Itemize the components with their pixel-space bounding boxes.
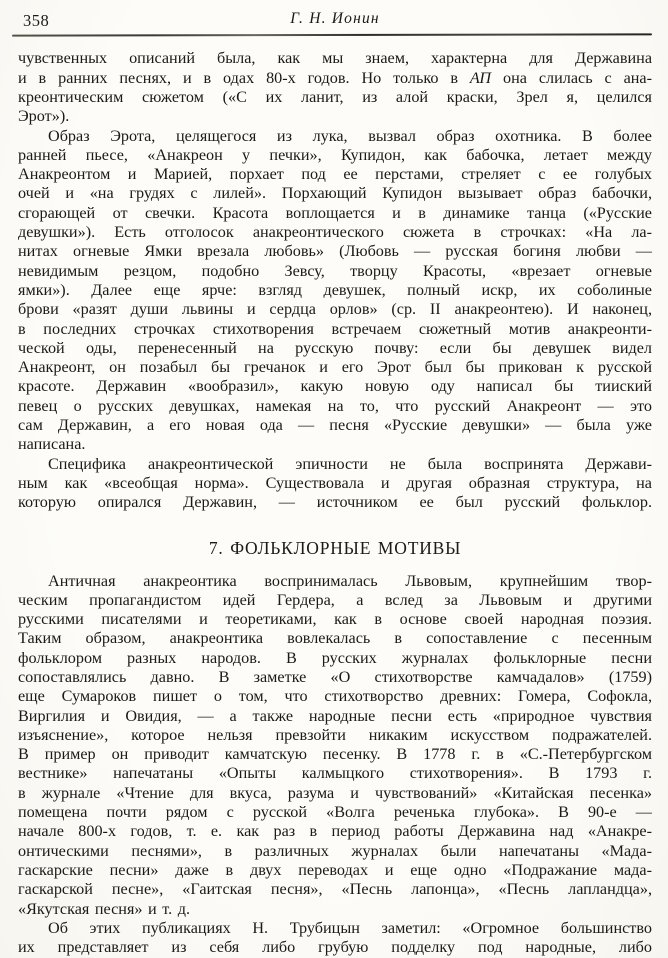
text-line: ческим пропагандистом идей Гердера, а вслед за Львовым и другими: [18, 590, 652, 609]
text-line: ранней пьесе, «Анакреон у печки», Купидон, как бабочка, летает между: [18, 145, 652, 164]
text-line: невидимым резцом, подобно Зевсу, творцу Красоты, «врезает огневые: [18, 261, 652, 280]
text-line: изъяснение», которое нельзя превзойти никаким искусством подражателей.: [18, 725, 652, 744]
text-line: сгорающей от свечки. Красота воплощается и в динамике танца («Русские: [18, 203, 652, 222]
text-line: начале 800-х годов, т. е. как раз в период работы Державина над «Анакре-: [18, 822, 652, 841]
paragraph: [18, 49, 652, 126]
text-line: Образ Эрота, целящегося из лука, вызвал образ охотника. В более: [48, 126, 652, 145]
page-number: 358: [23, 11, 50, 30]
text-line: красоте. Державин «вообразил», какую новую оду написал бы тииский: [18, 377, 652, 396]
paragraph: [18, 455, 652, 513]
text-line: в журнале «Чтение для вкуса, разума и чувствований» «Китайская песенка»: [18, 783, 652, 802]
text-line: ным как «всеобщая норма». Существовала и другая образная структура, на: [18, 473, 652, 492]
paragraph: [18, 572, 652, 919]
text-line: гаскарской песне», «Гаитская песня», «Песнь лапонца», «Песнь лапландца»,: [18, 880, 652, 899]
text-line: нитах огневые Ямки врезала любовь» (Любовь — русская богиня любви —: [18, 242, 652, 261]
text-line: Таким образом, анакреонтика вовлекалась в сопоставление с песенным: [18, 629, 652, 648]
text-block-bottom: [18, 572, 652, 958]
text-line: Виргилия и Овидия, — а также народные песни есть «природное чувствия: [18, 706, 652, 725]
text-line: ямки»). Далее еще ярче: взгляд девушек, полный искр, их соболиные: [18, 280, 652, 299]
text-line: онтическими песнями», в различных журналах были напечатаны «Мада-: [18, 841, 652, 860]
paragraph: [18, 919, 652, 958]
text-line: которую опирался Державин, — источником ее был русский фольклор.: [18, 493, 652, 512]
text-line: Античная анакреонтика воспринималась Львовым, крупнейшим твор-: [48, 571, 652, 590]
text-line: чувственных описаний была, как мы знаем, характерна для Державина: [18, 49, 652, 68]
text-line: Эрот»).: [18, 107, 70, 126]
text-line: девушки»). Есть отголосок анакреонтического сюжета в строчках: «На ла-: [18, 223, 652, 242]
text-line: сопоставлялись давно. В заметке «О стихотворстве камчадалов» (1759): [18, 668, 652, 686]
text-line: еще Сумароков пишет о том, что стихотворство древних: Гомера, Софокла,: [18, 687, 652, 706]
text-line: помещена почти рядом с русской «Волга реченька глубока». В 90-е —: [18, 803, 652, 822]
running-head: Г. Н. Ионин: [290, 10, 380, 27]
text-line: В пример он приводит камчатскую песенку. В 1778 г. в «С.-Петербургском: [18, 745, 652, 764]
text-line: в последних строчках стихотворения встречаем сюжетный мотив анакреонти-: [18, 319, 652, 338]
text-line: вестнике» напечатаны «Опыты калмыцкого стихотворения». В 1793 г.: [18, 764, 652, 783]
header-rule: [12, 33, 652, 37]
text-line: певец о русских девушках, намекая на то, что русский Анакреонт — это: [18, 396, 652, 415]
text-line: Анакреонт, он позабыл бы гречанок и его Эрот был бы прикован к русской: [18, 358, 652, 377]
text-line: сам Державин, а его новая ода — песня «Русские девушки» — была уже: [18, 416, 652, 435]
text-line: написана.: [18, 435, 86, 454]
text-line: брови «разят души львины и сердца орлов» (ср. II анакреонтею). И наконец,: [18, 300, 652, 319]
page-body: [18, 49, 652, 957]
text-line: ческой оды, перенесенный на русскую почву: если бы девушек видел: [18, 338, 652, 357]
text-line: Анакреонтом и Марией, порхает под ее перстами, стреляет с ее голубых: [18, 165, 652, 184]
text-line: креонтическим сюжетом («С их ланит, из алой краски, Зрел я, целился: [18, 87, 652, 106]
text-line: и в ранних песнях, и в одах 80-х годов. Но только в АП она слилась с ана-: [18, 68, 652, 87]
text-line: Специфика анакреонтической эпичности не была воспринята Держави-: [48, 454, 652, 473]
text-line: Об этих публикациях Н. Трубицын заметил: «Огромное большинство: [48, 918, 652, 937]
text-line: гаскарские песни» даже в двух переводах и еще одно «Подражание мада-: [18, 860, 652, 879]
paragraph: [18, 127, 652, 455]
section-heading: 7. ФОЛЬКЛОРНЫЕ МОТИВЫ: [208, 537, 462, 558]
text-line: фольклором разных народов. В русских журналах фольклорные песни: [18, 648, 652, 667]
text-block-top: [18, 49, 652, 512]
text-line: очей и «на грудях с лилей». Порхающий Купидон вызывает образ бабочки,: [18, 184, 652, 203]
text-line: русскими писателями и теоретиками, как в основе своей народная поэзия.: [18, 610, 652, 629]
text-line: «Якутская песня» и т. д.: [18, 899, 191, 918]
text-line: их представляет из себя либо грубую подделку под народные, либо: [18, 938, 652, 957]
page-header: [18, 10, 652, 33]
